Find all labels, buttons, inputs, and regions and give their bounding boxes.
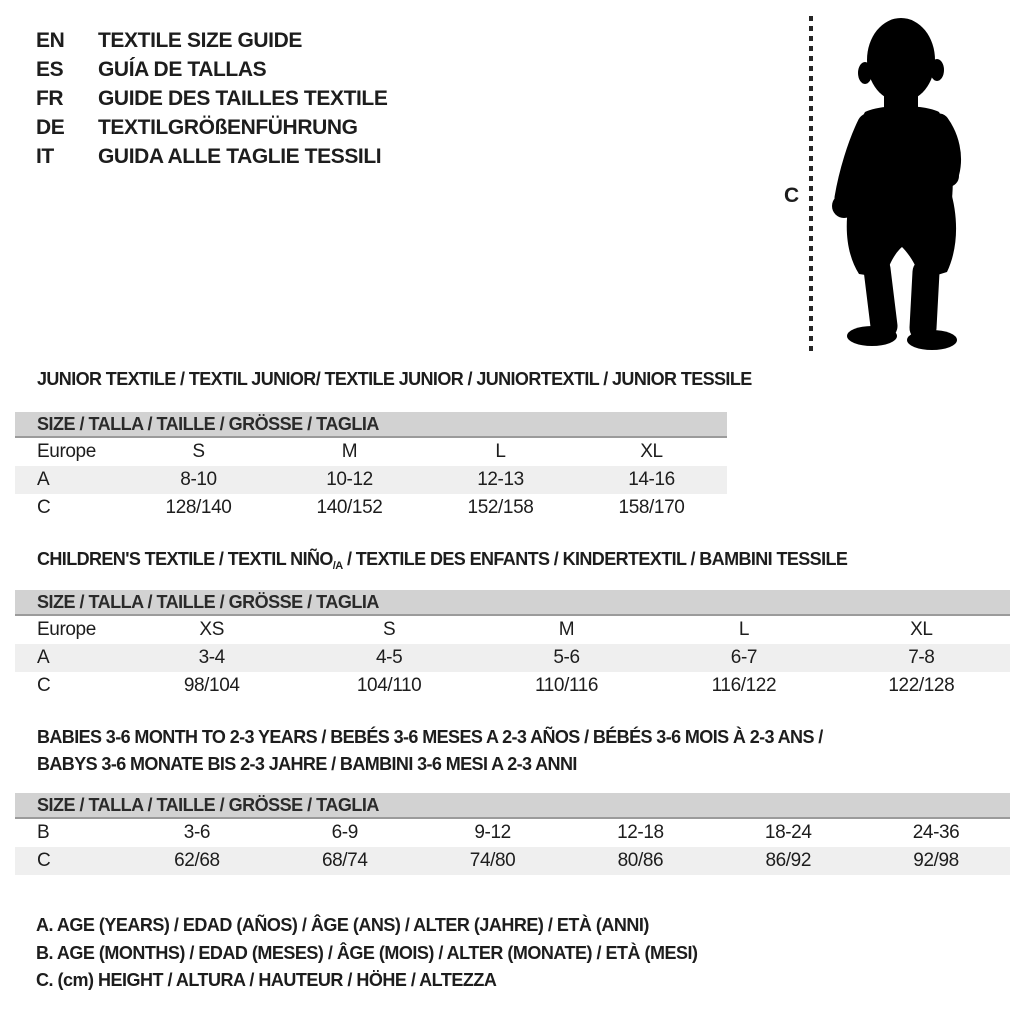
babies-section-title (37, 724, 823, 778)
row-label-cell: B (37, 822, 50, 843)
children-title-post: / TEXTILE DES ENFANTS / KINDERTEXTIL / BAMBINI TESSILE (342, 549, 848, 569)
value-cell: 104/110 (356, 675, 422, 696)
value-cell: 8-10 (180, 469, 217, 490)
table-row (15, 819, 1010, 847)
value-cell: 10-12 (326, 469, 373, 490)
value-cell: 3-4 (198, 647, 225, 668)
row-label-cell: A (37, 647, 50, 668)
table-row (15, 438, 727, 466)
value-cell: 68/74 (321, 850, 368, 871)
value-cell: M (341, 441, 358, 462)
children-section-title (37, 549, 847, 570)
value-cell: 6-7 (730, 647, 758, 668)
value-cell: 18-24 (764, 822, 812, 843)
value-cell: S (192, 441, 205, 462)
value-cell: 116/122 (711, 675, 777, 696)
junior-size-table (15, 412, 727, 522)
language-row (36, 113, 387, 142)
value-cell: 9-12 (474, 822, 511, 843)
value-cell: 14-16 (628, 469, 675, 490)
table-row (15, 644, 1010, 672)
language-code: FR (36, 86, 64, 110)
value-cell: S (382, 619, 396, 640)
value-cell: XL (640, 441, 663, 462)
junior-table-body (15, 438, 727, 522)
row-label-cell: C (37, 850, 51, 871)
value-cell: 128/140 (165, 497, 232, 518)
babies-title-line1: BABIES 3-6 MONTH TO 2-3 YEARS / BEBÉS 3-6 MESES A 2-3 AÑOS / BÉBÉS 3-6 MOIS À 2-3 ANS / (37, 727, 823, 747)
children-size-table (15, 590, 1010, 700)
value-cell: 158/170 (618, 497, 685, 518)
table-row (15, 672, 1010, 700)
language-code: ES (36, 57, 64, 81)
value-cell: 3-6 (183, 822, 211, 843)
value-cell: XS (199, 619, 224, 640)
language-code: DE (36, 115, 65, 139)
value-cell: 74/80 (469, 850, 516, 871)
junior-section-title: JUNIOR TEXTILE / TEXTIL JUNIOR/ TEXTILE JUNIOR / JUNIORTEXTIL / JUNIOR TESSILE (37, 369, 752, 389)
height-dotted-line (809, 16, 813, 356)
legend-line-b: B. AGE (MONTHS) / EDAD (MESES) / ÂGE (MOIS) / ALTER (MONATE) / ETÀ (MESI) (36, 942, 698, 963)
row-label-cell: A (37, 469, 50, 490)
language-title-list (36, 26, 387, 171)
value-cell: 6-9 (331, 822, 358, 843)
value-cell: 7-8 (908, 647, 935, 668)
value-cell: 152/158 (467, 497, 534, 518)
language-row (36, 84, 387, 113)
value-cell: M (558, 619, 575, 640)
value-cell: 110/116 (534, 675, 599, 696)
value-cell: L (495, 441, 506, 462)
row-label-cell: C (37, 675, 51, 696)
children-title-pre: CHILDREN'S TEXTILE / TEXTIL NIÑO (37, 549, 333, 569)
language-row (36, 142, 387, 171)
legend-line-a: A. AGE (YEARS) / EDAD (AÑOS) / ÂGE (ANS) / ALTER (JAHRE) / ETÀ (ANNI) (36, 915, 649, 935)
language-guide-title: TEXTILE SIZE GUIDE (98, 28, 302, 52)
row-label-cell: Europe (37, 619, 96, 640)
children-title-subscript: /A (332, 560, 343, 572)
language-guide-title: GUÍA DE TALLAS (98, 57, 267, 81)
value-cell: 122/128 (888, 675, 955, 696)
babies-table-body (15, 819, 1010, 875)
value-cell: 62/68 (174, 850, 220, 871)
language-row (36, 26, 387, 55)
value-cell: 12-18 (617, 822, 664, 843)
legend-line-c: C. (cm) HEIGHT / ALTURA / HAUTEUR / HÖHE / ALTEZZA (36, 970, 497, 990)
table-row (15, 494, 727, 522)
value-cell: L (738, 619, 749, 640)
language-guide-title: TEXTILGRÖßENFÜHRUNG (98, 115, 358, 139)
value-cell: 80/86 (617, 850, 664, 871)
children-size-header-band: SIZE / TALLA / TAILLE / GRÖSSE / TAGLIA (15, 590, 1010, 616)
language-row (36, 55, 387, 84)
toddler-silhouette-image (818, 14, 970, 352)
value-cell: 24-36 (912, 822, 960, 843)
value-cell: 140/152 (316, 497, 383, 518)
value-cell: 5-6 (553, 647, 580, 668)
babies-title-line2: BABYS 3-6 MONATE BIS 2-3 JAHRE / BAMBINI 3-6 MESI A 2-3 ANNI (37, 754, 577, 774)
language-code: IT (36, 144, 54, 168)
table-row (15, 466, 727, 494)
value-cell: 86/92 (765, 850, 811, 871)
value-cell: XL (910, 619, 933, 640)
legend (36, 912, 697, 995)
language-guide-title: GUIDE DES TAILLES TEXTILE (98, 86, 388, 110)
value-cell: 12-13 (477, 469, 524, 490)
value-cell: 98/104 (183, 675, 240, 696)
language-guide-title: GUIDA ALLE TAGLIE TESSILI (98, 144, 382, 168)
language-code: EN (36, 28, 65, 52)
value-cell: 92/98 (913, 850, 959, 871)
row-label-cell: C (37, 497, 51, 518)
height-c-label: C (784, 184, 800, 207)
value-cell: 4-5 (375, 647, 403, 668)
table-row (15, 847, 1010, 875)
babies-size-header-band: SIZE / TALLA / TAILLE / GRÖSSE / TAGLIA (15, 793, 1010, 819)
row-label-cell: Europe (37, 441, 96, 462)
table-row (15, 616, 1010, 644)
children-table-body (15, 616, 1010, 700)
babies-size-table (15, 793, 1010, 875)
junior-size-header-band: SIZE / TALLA / TAILLE / GRÖSSE / TAGLIA (15, 412, 727, 438)
